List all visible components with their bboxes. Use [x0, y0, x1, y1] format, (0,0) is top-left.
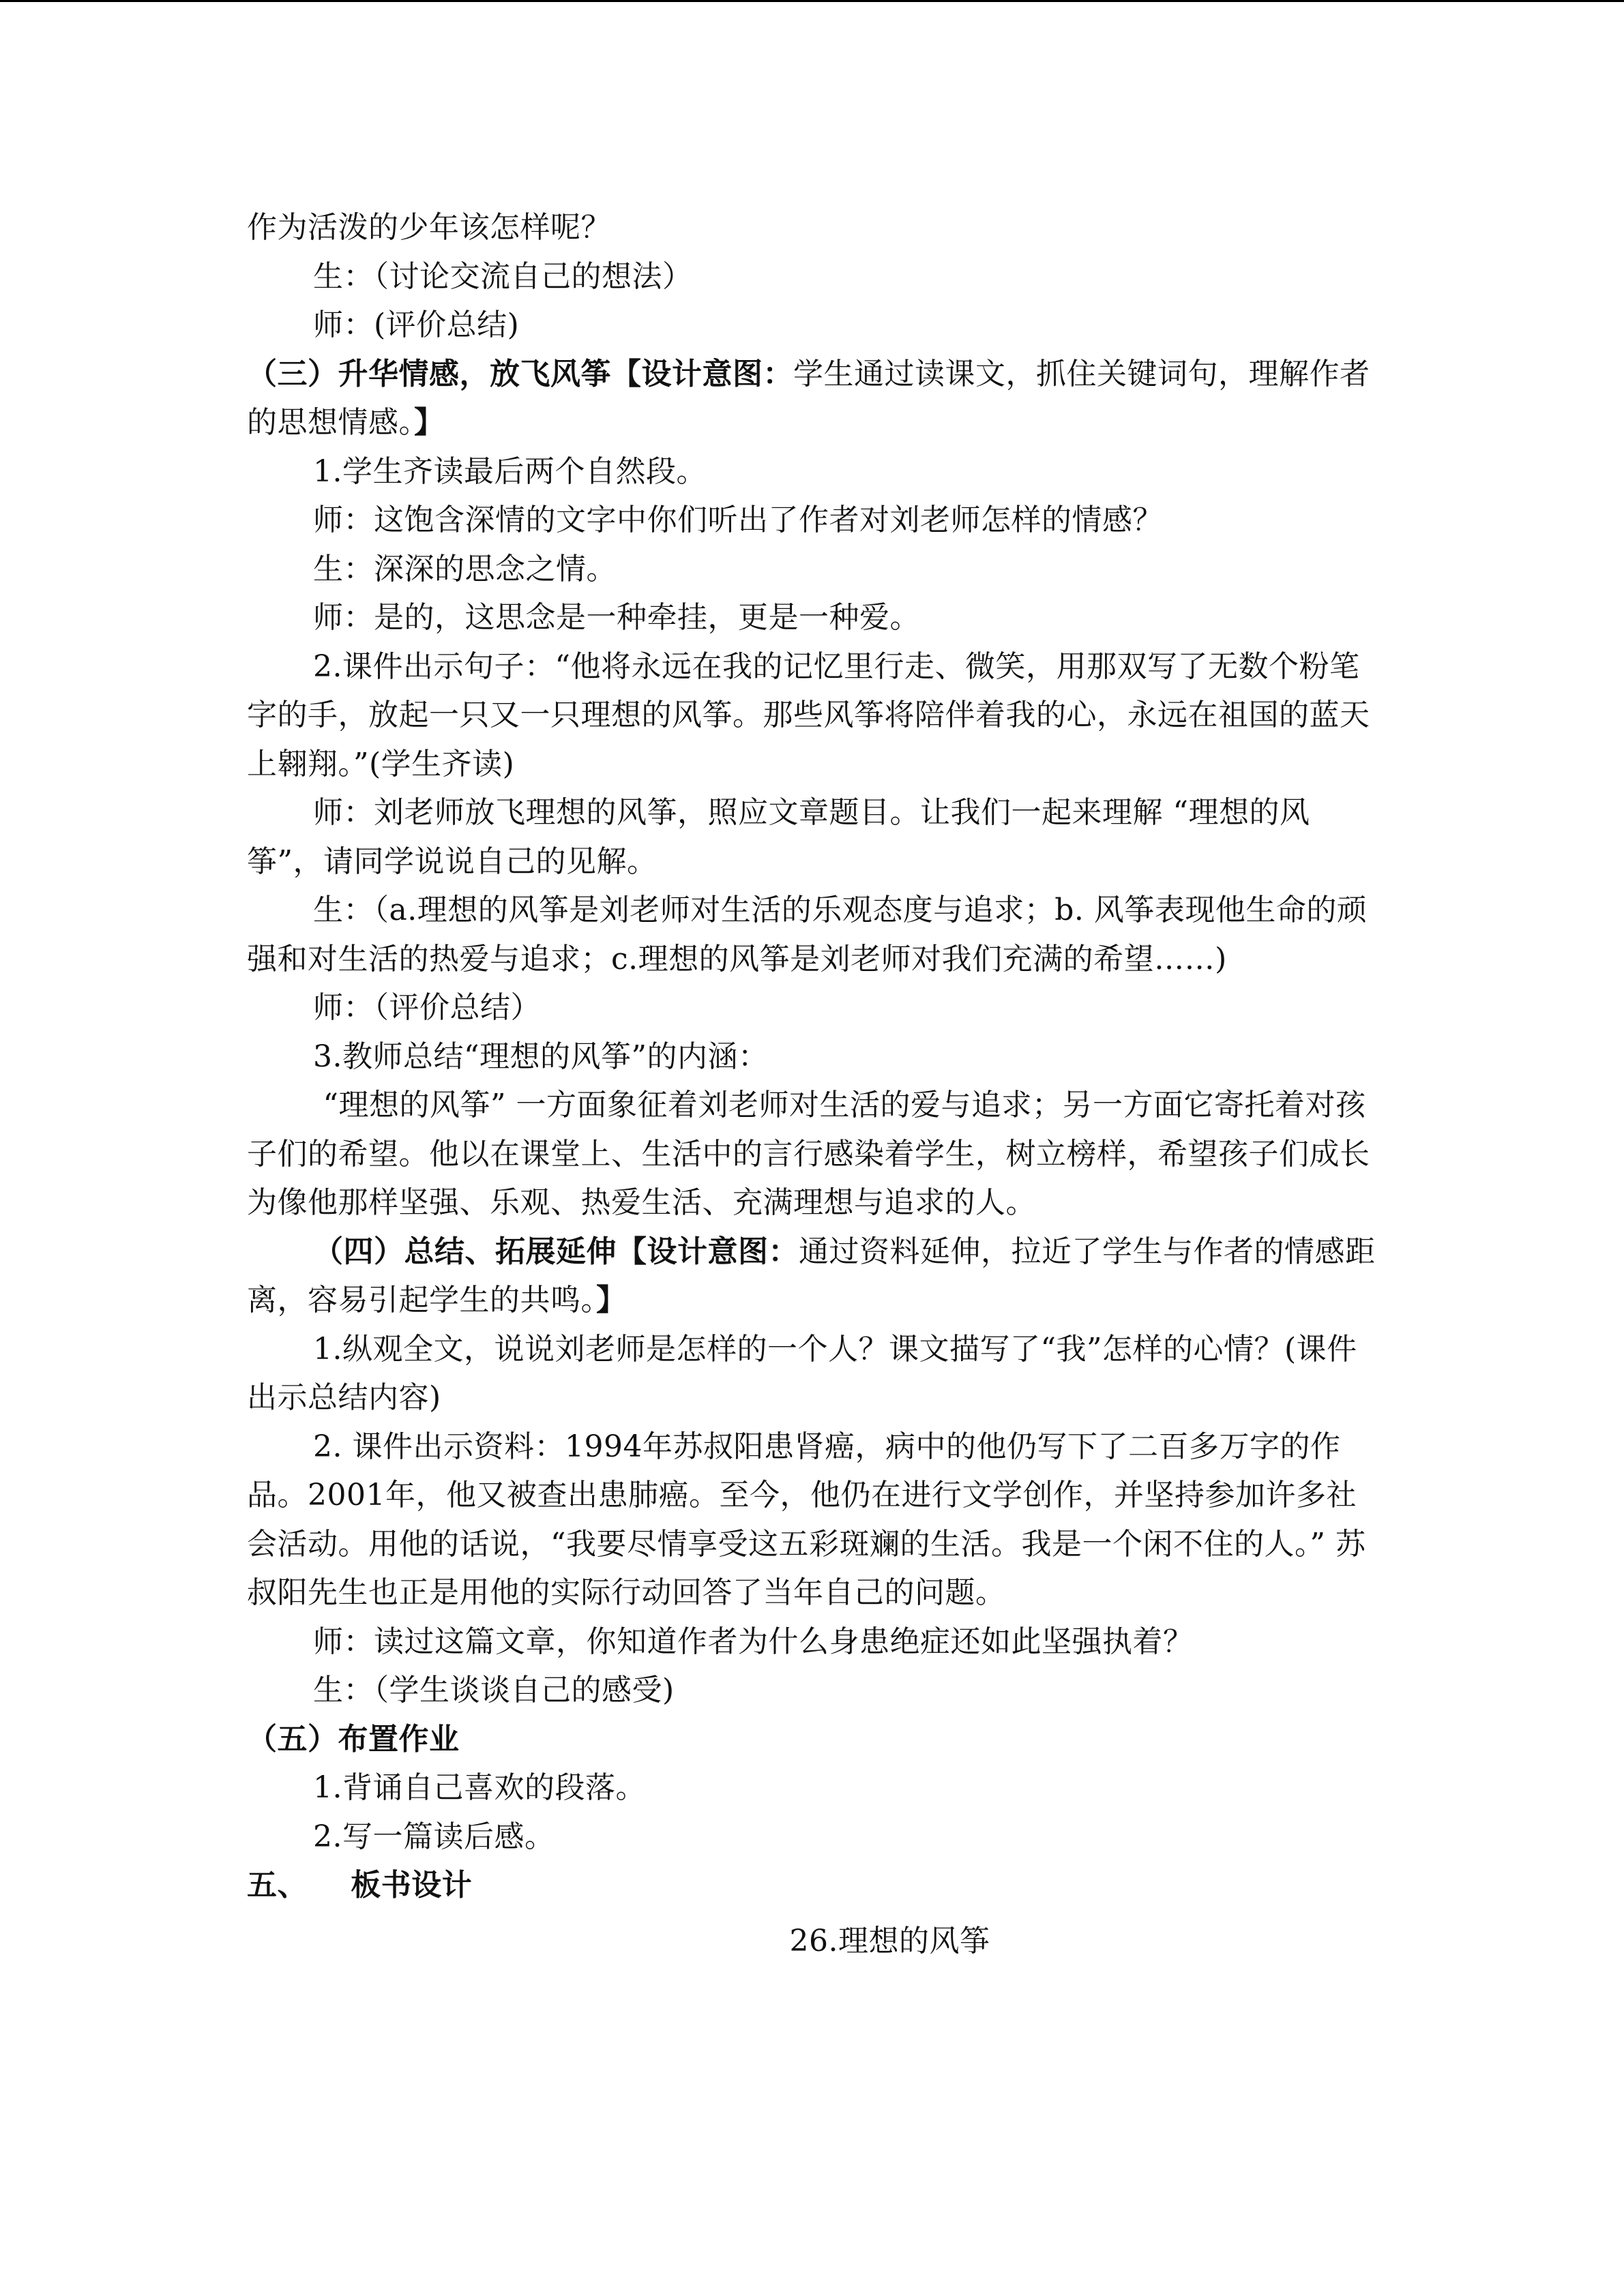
section-heading-close: 】 — [414, 405, 445, 440]
paragraph: 生：（学生谈谈自己的感受) — [313, 1673, 675, 1708]
paragraph: 生：（讨论交流自己的想法） — [313, 258, 693, 294]
paragraph: 3.教师总结“理想的风筝”的内涵： — [313, 1039, 769, 1074]
paragraph: 2.写一篇读后感。 — [313, 1819, 555, 1854]
section-heading — [247, 1227, 1383, 1325]
section-heading — [247, 350, 1383, 447]
paragraph: 1.背诵自己喜欢的段落。 — [313, 1770, 646, 1805]
paragraph: 生：（a.理想的风筝是刘老师对生活的乐观态度与追求；b. 风筝表现他生命的顽强和对生活的热爱与追求；c.理想的风筝是刘老师对我们充满的希望……) — [247, 893, 1368, 976]
paragraph: 师：刘老师放飞理想的风筝，照应文章题目。让我们一起来理解 “理想的风筝”，请同学说说自己的见解。 — [247, 795, 1310, 879]
section-heading-title: （三）升华情感，放飞风筝【设计意图： — [247, 356, 793, 391]
paragraph: 师：这饱含深情的文字中你们听出了作者对刘老师怎样的情感？ — [313, 503, 1163, 537]
paragraph: 师：(评价总结) — [313, 308, 520, 342]
paragraph: 师：是的，这思念是一种牵挂，更是一种爱。 — [313, 600, 920, 635]
document-body — [247, 203, 1383, 1965]
section-heading-close: 】 — [596, 1283, 627, 1317]
paragraph: 生：深深的思念之情。 — [313, 551, 617, 586]
board-title: 26.理想的风筝 — [789, 1923, 990, 1958]
design-intent-text: 学生通过读课文，抓住关键词句，理解作者的思想情感。 — [247, 356, 1370, 440]
paragraph: 师：（评价总结） — [313, 990, 541, 1025]
paragraph: 师：读过这篇文章，你知道作者为什么身患绝症还如此坚强执着？ — [313, 1624, 1194, 1659]
page-top-border — [0, 0, 1624, 2]
section-heading: （五）布置作业 — [247, 1721, 460, 1757]
paragraph: 作为活泼的少年该怎样呢？ — [247, 210, 611, 245]
paragraph: “理想的风筝” 一方面象征着刘老师对生活的爱与追求；另一方面它寄托着对孩子们的希望。他以在课堂上、生活中的言行感染着学生，树立榜样，希望孩子们成长为像他那样坚强、乐观、热爱生活、充满理想与追求的人。 — [247, 1088, 1370, 1220]
paragraph: 1.学生齐读最后两个自然段。 — [313, 453, 707, 489]
paragraph: 1.纵观全文，说说刘老师是怎样的一个人？课文描写了“我”怎样的心情？(课件出示总结内容) — [247, 1331, 1357, 1415]
design-intent-text: 通过资料延伸，拉近了学生与作者的情感距离，容易引起学生的共鸣。 — [247, 1234, 1376, 1317]
section-heading-title: （四）总结、拓展延伸【设计意图： — [313, 1234, 799, 1269]
paragraph: 2.课件出示句子：“他将永远在我的记忆里行走、微笑，用那双写了无数个粉笔字的手，放起一只又一只理想的风筝。那些风筝将陪伴着我的心，永远在祖国的蓝天上翱翔。”(学生齐读) — [247, 648, 1370, 781]
section-heading: 五、 板书设计 — [247, 1868, 473, 1903]
paragraph: 2. 课件出示资料：1994年苏叔阳患肾癌，病中的他仍写下了二百多万字的作品。2001年，他又被查出患肺癌。至今，他仍在进行文学创作，并坚持参加许多社会活动。用他的话说，“我要尽情享受这五彩斑斓的生活。我是一个闲不住的人。” 苏叔阳先生也正是用他的实际行动回答了当年自己的问题。 — [247, 1429, 1366, 1610]
